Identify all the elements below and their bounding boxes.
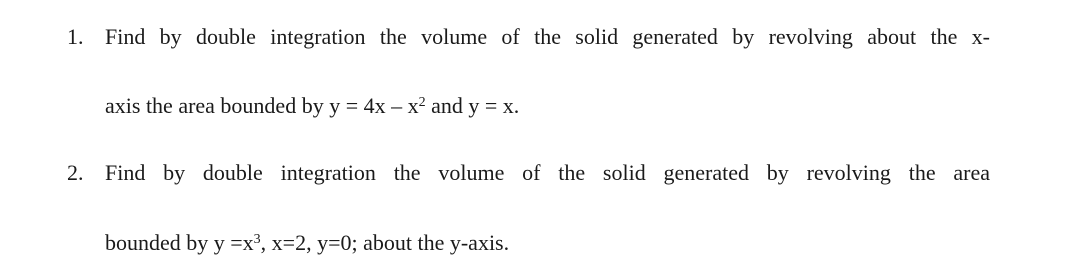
problem-1-text-line-1: Find by double integration the volume of the solid generated by revolving about the x- <box>105 24 990 49</box>
problem-1-text-line-2 <box>105 92 519 120</box>
problem-2-equation-text: bounded by y =x <box>105 230 254 255</box>
problem-2-equation-tail: , x=2, y=0; about the y-axis. <box>260 230 510 255</box>
problem-2-number: 2. <box>67 160 84 185</box>
problem-2-text-line-2 <box>105 229 509 257</box>
problem-1-equation-text: axis the area bounded by y = 4x – x <box>105 93 419 118</box>
problem-1-equation-tail: and y = x. <box>425 93 520 118</box>
problem-1-exponent: 2 <box>418 95 426 110</box>
problem-2-exponent: 3 <box>253 232 261 247</box>
problem-2-text-line-1: Find by double integration the volume of the solid generated by revolving the area <box>105 160 990 185</box>
problem-1-number: 1. <box>67 24 84 49</box>
